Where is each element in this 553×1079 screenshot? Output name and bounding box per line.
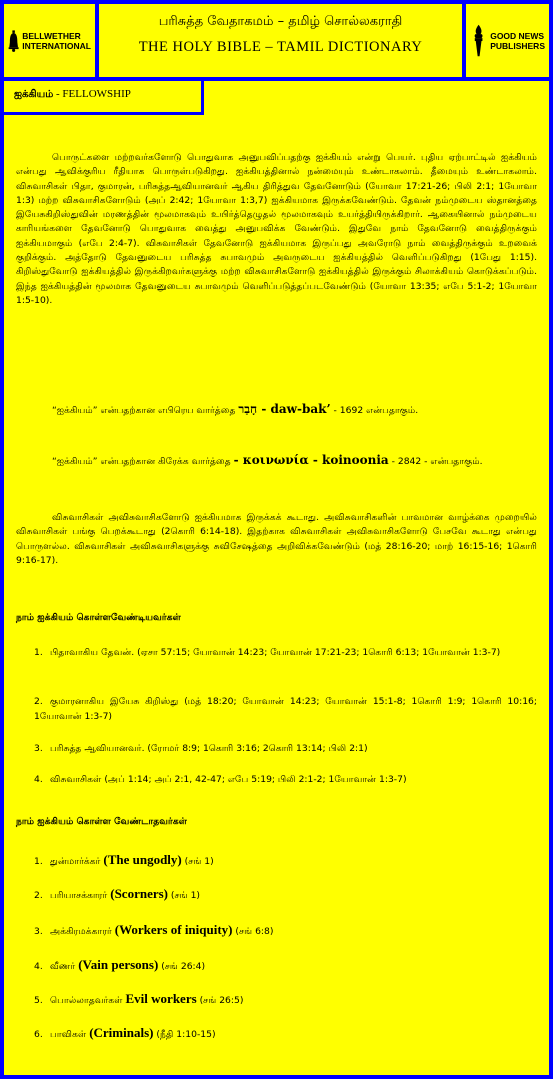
list-item-english: (The ungodly) xyxy=(103,852,182,867)
list-item-tamil: வீணர் xyxy=(50,961,79,972)
entry-term-english: FELLOWSHIP xyxy=(62,88,131,100)
list-item-number: 1. xyxy=(34,647,43,658)
list-item xyxy=(34,887,537,904)
bellwether-logo xyxy=(4,4,95,77)
list-item xyxy=(34,992,537,1009)
list-item-tamil: துன்மார்க்கர் xyxy=(50,856,104,867)
greek-tail: - 2842 - என்பதாகும். xyxy=(388,456,483,467)
logo-right-line2: PUBLISHERS xyxy=(490,40,545,51)
list-item xyxy=(34,742,537,757)
list-item-number: 3. xyxy=(34,743,43,754)
list-item-ref: (சங் 26:4) xyxy=(158,961,206,972)
section-title-fellowship-avoid: நாம் ஐக்கியம் கொள்ள வேண்டாதவர்கள் xyxy=(16,816,188,827)
list-item xyxy=(34,958,537,975)
paragraph-definition: பொருட்களை மற்றவர்களோடு பொதுவாக அனுபவிப்பதற்கு ஐக்கியம் என்று பெயர். புதிய ஏற்பாட்டில் ஐக்கியம் என்பது ஆவிக்குரிய ரீதியாக பொருள்படுகிறது. ஐக்கியத்தினால் நன்மையும் உண்டாகலாம். தீமையும் உண்டாகலாம். விசுவாசிகள் பிதா, குமாரன், பரிசுத்தஆவியானவர் ஆகிய திரித்துவ தேவனோடும் (யோவா 17:21-26; பிலி 2:1; 1யோவா 1:3) மற்ற விசுவாசிகளோடும் (அப் 2:42; 1யோவா 1:3,7) ஐக்கியமாக இருக்கவேண்டும். தேவன் நம்முடைய ஸ்தானத்தை இயேசுகிறிஸ்துவின் மரணத்தின் மூலமாகவும் உயிர்த்தெழுதல் மூலமாகவும் உயர்த்தியிருக்கிறார். ஆகையினால் நம்முடைய காரியங்களை தேவனோடு பொதுவாக வைத்து அனுபவிக்க வேண்டும். இதுவே நாம் தேவனோடு வைத்திருக்கும் ஐக்கியமாகும் (எபே 2:4-7). விசுவாசிகள் தேவனோடு ஐக்கியமாக இருப்பது அவரோடு நாம் வைத்திருக்கும் உறவைக் குறிக்கும். அத்தோடு தேவனுடைய பரிசுத்த சுபாவமும் அவருடைய ஐக்கியத்தில் வெளிப்படுகிறது (1பேது 1:15). கிறிஸ்துவோடு ஐக்கியத்தில் இருக்கிறவர்களுக்கு மற்ற விசுவாசிகளோடு ஐக்கியத்தில் இருக்கும் சிலாக்கியம் கொடுக்கப்படும். இந்த ஐக்கியத்தின் மூலமாக தேவனுடைய சுபாவமும் வெளிப்படுத்தப்படவேண்டும் (யோவா 13:35; எபே 5:1-2; 1யோவா 1:5-10). xyxy=(16,152,537,306)
bell-icon xyxy=(8,23,19,59)
list-item xyxy=(34,646,537,661)
list-item-tamil: பாவிகள் xyxy=(50,1029,90,1040)
list-item-text: பரிசுத்த ஆவியானவர். (ரோமர் 8:9; 1கொரி 3:16; 2கொரி 13:14; பிலி 2:1) xyxy=(50,743,368,754)
hebrew-tail: - 1692 என்பதாகும். xyxy=(330,405,419,416)
list-item-number: 4. xyxy=(34,961,43,972)
list-item-number: 1. xyxy=(34,856,43,867)
list-item-tamil: பரியாசக்காரர் xyxy=(50,890,111,901)
list-item xyxy=(34,695,537,724)
list-item-tamil: அக்கிரமக்காரர் xyxy=(50,926,115,937)
list-item-ref: (சங் 1) xyxy=(181,856,214,867)
list-item-text: குமாரனாகிய இயேசு கிறிஸ்து (மத் 18:20; யோவான் 14:23; யோவான் 15:1-8; 1கொரி 1:9; 1கொரி 10:16; 1யோவான் 1:3-7) xyxy=(34,696,537,722)
list-item-text: விசுவாசிகள் (அப் 1:14; அப் 2:1, 42-47; எபே 5:19; பிலி 2:1-2; 1யோவான் 1:3-7) xyxy=(50,774,407,785)
logo-left-line2: INTERNATIONAL xyxy=(22,40,91,51)
paragraph-unbelievers: விசுவாசிகள் அவிசுவாசிகளோடு ஐக்கியமாக இருக்கக் கூடாது. அவிசுவாசிகளின் பாவமான வாழ்க்கை முறையில் விசுவாசிகள் பங்கு பெறக்கூடாது (2கொரி 6:14-18). இதற்காக விசுவாசிகள் அவிசுவாசிகளோடு பேசவே கூடாது என்பது பொருளல்ல. விசுவாசிகள் அவிசுவாசிகளுக்கு சுவிசேஷத்தை அறிவிக்கவேண்டும் (மத் 28:16-20; மாற் 16:15-16; 1கொரி 9:16-17). xyxy=(16,512,537,566)
list-item-number: 4. xyxy=(34,774,43,785)
list-item-number: 2. xyxy=(34,696,43,707)
list-item-english: (Criminals) xyxy=(89,1025,154,1040)
list-item-number: 6. xyxy=(34,1029,43,1040)
section-title-fellowship-with: நாம் ஐக்கியம் கொள்ளவேண்டியவர்கள் xyxy=(16,612,181,623)
entry-term-separator: - xyxy=(53,88,63,100)
good-news-logo xyxy=(466,4,549,77)
list-item-ref: (சங் 1) xyxy=(168,890,201,901)
entry-term-tamil: ஐக்கியம் xyxy=(14,89,54,100)
list-item-tamil: பொல்லாதவர்கள் xyxy=(50,995,126,1006)
greek-word: - κοινωνία - koinoonia xyxy=(233,453,389,467)
title-tamil: பரிசுத்த வேதாகமம் – தமிழ் சொல்லகராதி xyxy=(158,14,403,29)
list-item-ref: (நீதி 1:10-15) xyxy=(153,1029,216,1040)
list-item-english: (Vain persons) xyxy=(78,957,159,972)
list-item xyxy=(34,1026,537,1043)
hebrew-word: חָבַר - daw-bak’ xyxy=(238,402,331,416)
list-item-ref: (சங் 26:5) xyxy=(196,995,244,1006)
list-item-text: பிதாவாகிய தேவன். (ஏசா 57:15; யோவான் 14:23; யோவான் 17:21-23; 1கொரி 6:13; 1யோவான் 1:3-7) xyxy=(50,647,501,658)
torch-icon xyxy=(470,23,487,59)
list-item xyxy=(34,773,537,788)
title-english: THE HOLY BIBLE – TAMIL DICTIONARY xyxy=(138,39,423,55)
entry-content xyxy=(4,81,549,1075)
list-item-number: 2. xyxy=(34,890,43,901)
hebrew-lead: “ஐக்கியம்” என்பதற்கான எபிரெய வார்த்தை xyxy=(52,405,239,416)
entry-heading xyxy=(4,81,204,115)
list-item-english: Evil workers xyxy=(125,991,197,1006)
list-item xyxy=(34,853,537,870)
logo-left-line1: BELLWETHER xyxy=(22,30,81,41)
paragraph-hebrew xyxy=(16,402,537,418)
greek-lead: “ஐக்கியம்” என்பதற்கான கிரேக்க வார்த்தை xyxy=(52,456,234,467)
list-item-english: (Scorners) xyxy=(110,886,169,901)
logo-right-line1: GOOD NEWS xyxy=(490,30,545,41)
list-item-number: 3. xyxy=(34,926,43,937)
list-item xyxy=(34,923,537,940)
paragraph-greek xyxy=(16,453,537,469)
list-item-english: (Workers of iniquity) xyxy=(114,922,233,937)
page-title-box xyxy=(99,4,462,77)
list-item-number: 5. xyxy=(34,995,43,1006)
list-item-ref: (சங் 6:8) xyxy=(232,926,274,937)
